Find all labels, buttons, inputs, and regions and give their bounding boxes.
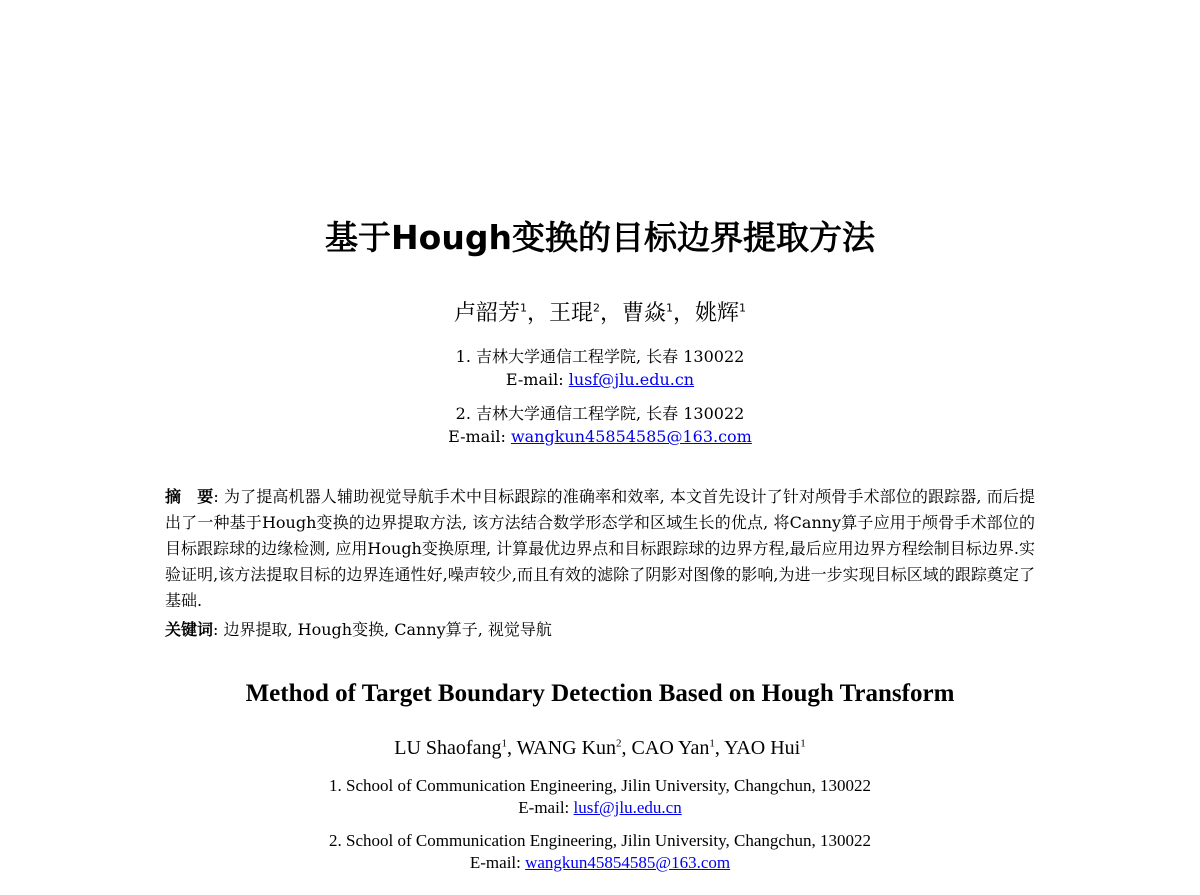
author-affiliation-mark: 1 <box>501 737 507 750</box>
author-name: WANG Kun <box>516 737 617 759</box>
chinese-author-list <box>0 296 1200 327</box>
email-link[interactable]: wangkun45854585@163.com <box>525 853 731 872</box>
affiliation-email-line <box>0 425 1200 448</box>
affiliation-text: 1. School of Communication Engineering, Jilin University, Changchun, 130022 <box>329 776 871 795</box>
affiliation-email-line <box>0 852 1200 874</box>
chinese-affiliation-1 <box>0 345 1200 391</box>
keywords-label: 关键词 <box>165 620 214 639</box>
author-name: YAO Hui <box>724 737 801 759</box>
author-affiliation-mark: 1 <box>666 301 674 315</box>
author-name: CAO Yan <box>631 737 710 759</box>
author-affiliation-mark: 1 <box>800 737 806 750</box>
author-name: 曹焱 <box>622 301 667 326</box>
author-separator: , <box>621 737 632 759</box>
author-separator: , <box>714 737 725 759</box>
affiliation-text: 2. 吉林大学通信工程学院, 长春 130022 <box>455 404 745 423</box>
author-affiliation-mark: 2 <box>592 301 600 315</box>
english-title: Method of Target Boundary Detection Based on Hough Transform <box>245 680 955 707</box>
author-name: LU Shaofang <box>394 737 502 759</box>
author-name: 姚辉 <box>695 301 740 326</box>
chinese-abstract <box>165 484 1035 614</box>
email-link[interactable]: wangkun45854585@163.com <box>510 427 752 446</box>
email-label: E-mail: <box>518 798 574 817</box>
author-affiliation-mark: 1 <box>709 737 715 750</box>
email-label: E-mail: <box>448 427 511 446</box>
author-name: 卢韶芳 <box>453 301 520 326</box>
chinese-keywords <box>165 618 1035 642</box>
chinese-affiliation-2 <box>0 402 1200 448</box>
affiliation-text: 1. 吉林大学通信工程学院, 长春 130022 <box>455 347 745 366</box>
author-separator: ， <box>673 301 696 326</box>
author-separator: , <box>506 737 517 759</box>
keywords-text: : 边界提取, Hough变换, Canny算子, 视觉导航 <box>213 620 552 639</box>
english-affiliation-1 <box>0 775 1200 819</box>
abstract-label: 摘 要 <box>165 487 214 506</box>
email-label: E-mail: <box>505 370 569 389</box>
abstract-text: : 为了提高机器人辅助视觉导航手术中目标跟踪的准确率和效率, 本文首先设计了针对颅骨手术部位的跟踪器, 而后提出了一种基于Hough变换的边界提取方法, 该方法结合数学形态学和区域生长的优点, 将Canny算子应用于颅骨手术部位的目标跟踪球的边缘检测, 应用Hough变换原理, 计算最优边界点和目标跟踪球的边界方程,最后应用边界方程绘制目标边界.实验证明,该方法提取目标的边界连通性好,噪声较少,而且有效的滤除了阴影对图像的影响,为进一步实现目标区域的跟踪奠定了基础. <box>165 487 1035 610</box>
author-affiliation-mark: 2 <box>616 737 622 750</box>
author-separator: ， <box>599 301 622 326</box>
author-name: 王琨 <box>548 301 593 326</box>
affiliation-email-line <box>0 797 1200 819</box>
english-author-list <box>0 737 1200 760</box>
affiliation-text: 2. School of Communication Engineering, Jilin University, Changchun, 130022 <box>329 831 871 850</box>
english-affiliation-2 <box>0 830 1200 874</box>
chinese-title: 基于Hough变换的目标边界提取方法 <box>325 218 875 257</box>
affiliation-email-line <box>0 368 1200 391</box>
email-label: E-mail: <box>469 853 526 872</box>
author-affiliation-mark: 1 <box>519 301 527 315</box>
author-affiliation-mark: 1 <box>739 301 747 315</box>
email-link[interactable]: lusf@jlu.edu.cn <box>573 798 682 817</box>
email-link[interactable]: lusf@jlu.edu.cn <box>568 370 695 389</box>
author-separator: ， <box>526 301 549 326</box>
